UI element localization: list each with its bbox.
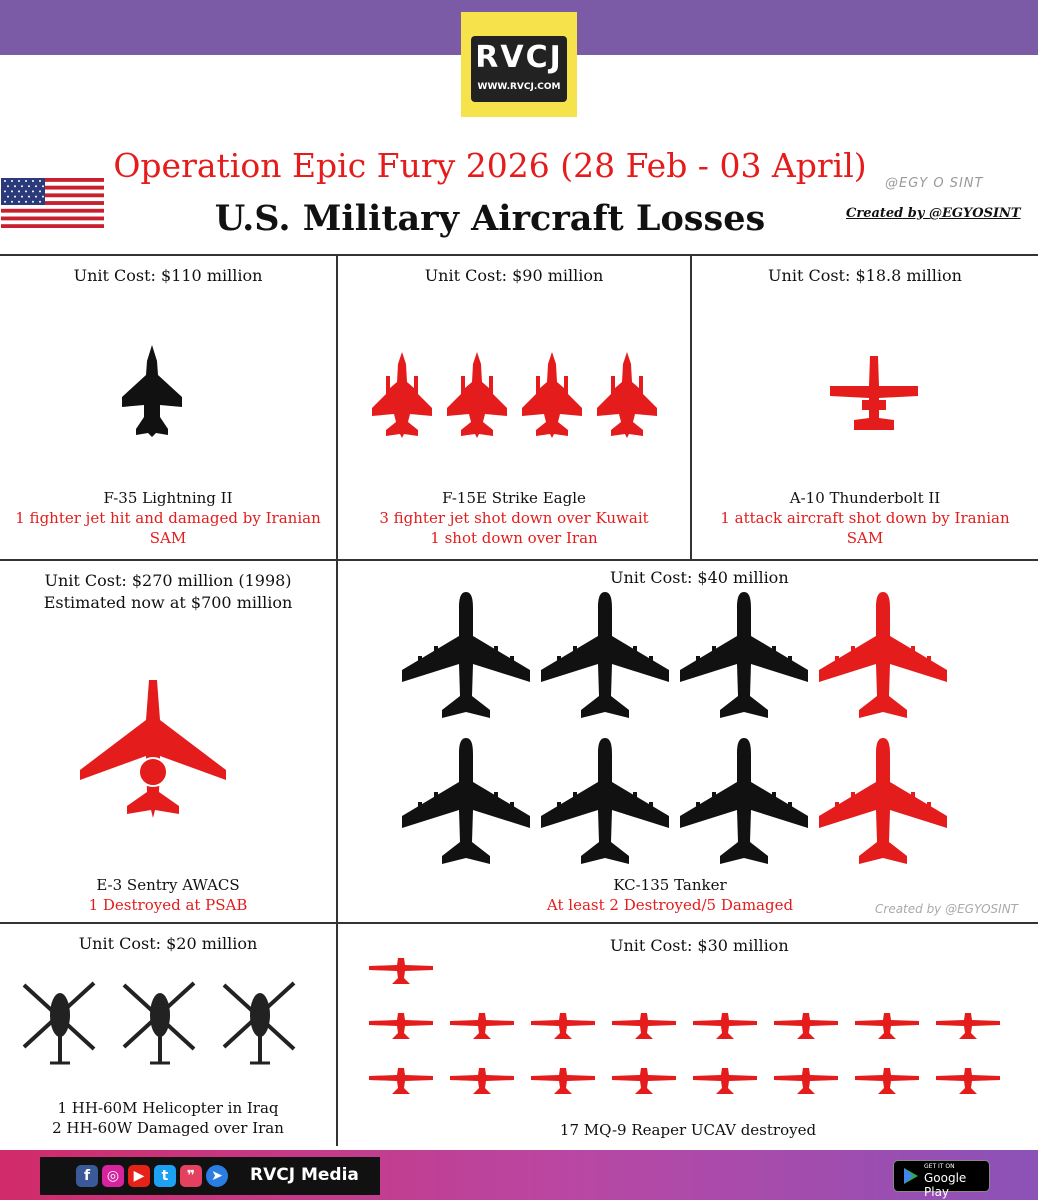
footer-brand-box[interactable] — [40, 1157, 380, 1195]
helicopter-icon — [124, 983, 194, 1063]
drone-icon — [855, 1013, 919, 1039]
fighter-jet-icon — [522, 352, 582, 438]
drone-icon — [531, 1013, 595, 1039]
f35-caption — [10, 488, 326, 548]
tanker-icon — [541, 738, 669, 864]
drone-icon — [450, 1013, 514, 1039]
a10-name: A-10 Thunderbolt II — [789, 489, 941, 507]
youtube-icon[interactable]: ▶ — [128, 1165, 150, 1187]
tanker-icon — [402, 738, 530, 864]
hh60-detail-2: 2 HH-60W Damaged over Iran — [52, 1119, 284, 1137]
google-play-icon — [902, 1167, 920, 1185]
f35-name: F-35 Lightning II — [103, 489, 233, 507]
hh60-caption — [10, 1098, 326, 1138]
kc135-unit-cost: Unit Cost: $40 million — [610, 568, 789, 587]
tanker-icon — [819, 592, 947, 718]
tanker-icon — [819, 738, 947, 864]
store-small-text: GET IT ON — [924, 1163, 955, 1170]
e3-cost-1998: Unit Cost: $270 million (1998) — [44, 571, 292, 590]
drone-icon — [936, 1013, 1000, 1039]
divider — [0, 254, 1038, 256]
mq9-unit-cost: Unit Cost: $30 million — [610, 936, 789, 955]
e3-name: E-3 Sentry AWACS — [96, 876, 240, 894]
awacs-icon — [80, 680, 226, 818]
sharechat-icon[interactable]: ❞ — [180, 1165, 202, 1187]
google-play-badge[interactable] — [893, 1160, 990, 1199]
helicopter-icon — [24, 983, 94, 1063]
kc135-detail: At least 2 Destroyed/5 Damaged — [546, 896, 794, 914]
attack-aircraft-icon — [830, 356, 918, 436]
e3-caption — [10, 875, 326, 915]
drone-icon — [693, 1068, 757, 1094]
drone-icon — [369, 1068, 433, 1094]
drone-icon — [531, 1068, 595, 1094]
a10-detail: 1 attack aircraft shot down by Iranian SAM — [720, 509, 1010, 547]
f35-detail: 1 fighter jet hit and damaged by Iranian SAM — [15, 509, 321, 547]
tanker-icon — [541, 592, 669, 718]
logo-url: WWW.RVCJ.COM — [477, 82, 561, 92]
e3-detail: 1 Destroyed at PSAB — [88, 896, 248, 914]
mq9-icon-grid — [368, 958, 1000, 1103]
fighter-jet-icon — [372, 352, 432, 438]
logo-plate — [471, 36, 567, 102]
drone-icon — [612, 1068, 676, 1094]
page-subtitle: U.S. Military Aircraft Losses — [214, 198, 766, 239]
logo-brand: RVCJ — [475, 40, 563, 75]
drone-icon — [774, 1068, 838, 1094]
f15-caption — [348, 488, 680, 548]
creator-credit[interactable]: Created by @EGYOSINT — [846, 206, 1021, 221]
tanker-icon — [680, 738, 808, 864]
hh60-detail-1: 1 HH-60M Helicopter in Iraq — [57, 1099, 279, 1117]
store-name: Google Play — [924, 1171, 967, 1199]
e3-unit-cost — [0, 570, 336, 614]
kc135-caption — [480, 875, 860, 915]
drone-icon — [936, 1068, 1000, 1094]
us-flag-icon — [1, 178, 104, 228]
instagram-icon[interactable]: ◎ — [102, 1165, 124, 1187]
drone-icon — [450, 1068, 514, 1094]
drone-icon — [693, 1013, 757, 1039]
divider — [336, 256, 338, 1146]
f15-detail-1: 3 fighter jet shot down over Kuwait — [379, 509, 649, 527]
tanker-icon — [402, 592, 530, 718]
drone-icon — [612, 1013, 676, 1039]
drone-icon — [855, 1068, 919, 1094]
fighter-jet-icon — [597, 352, 657, 438]
mq9-caption — [488, 1120, 888, 1140]
hh60-unit-cost: Unit Cost: $20 million — [78, 934, 258, 953]
f15-unit-cost: Unit Cost: $90 million — [424, 266, 604, 285]
e3-cost-now: Estimated now at $700 million — [43, 593, 293, 612]
tanker-icon — [680, 592, 808, 718]
divider — [0, 922, 1038, 924]
f15-icon-row — [370, 352, 660, 438]
rvcj-logo[interactable] — [461, 12, 577, 117]
kc135-watermark: Created by @EGYOSINT — [875, 902, 1019, 916]
footer-brand-name: RVCJ Media — [250, 1165, 359, 1185]
divider — [690, 256, 692, 559]
handle-watermark: @EGY O SINT — [885, 176, 984, 191]
helicopter-icon — [224, 983, 294, 1063]
f15-detail-2: 1 shot down over Iran — [430, 529, 598, 547]
telegram-icon[interactable]: ➤ — [206, 1165, 228, 1187]
mq9-detail: 17 MQ-9 Reaper UCAV destroyed — [559, 1121, 817, 1139]
divider — [0, 559, 1038, 561]
drone-icon — [369, 958, 433, 984]
f15-name: F-15E Strike Eagle — [442, 489, 586, 507]
drone-icon — [774, 1013, 838, 1039]
kc135-icon-grid — [400, 592, 950, 868]
f35-unit-cost: Unit Cost: $110 million — [73, 266, 263, 285]
hh60-icon-row — [20, 975, 310, 1071]
twitter-icon[interactable]: t — [154, 1165, 176, 1187]
fighter-jet-icon — [447, 352, 507, 438]
a10-unit-cost: Unit Cost: $18.8 million — [768, 266, 962, 285]
fighter-jet-icon — [120, 345, 184, 437]
kc135-name: KC-135 Tanker — [613, 876, 727, 894]
drone-icon — [369, 1013, 433, 1039]
page-title: Operation Epic Fury 2026 (28 Feb - 03 April) — [113, 146, 867, 185]
facebook-icon[interactable]: f — [76, 1165, 98, 1187]
a10-caption — [702, 488, 1028, 548]
